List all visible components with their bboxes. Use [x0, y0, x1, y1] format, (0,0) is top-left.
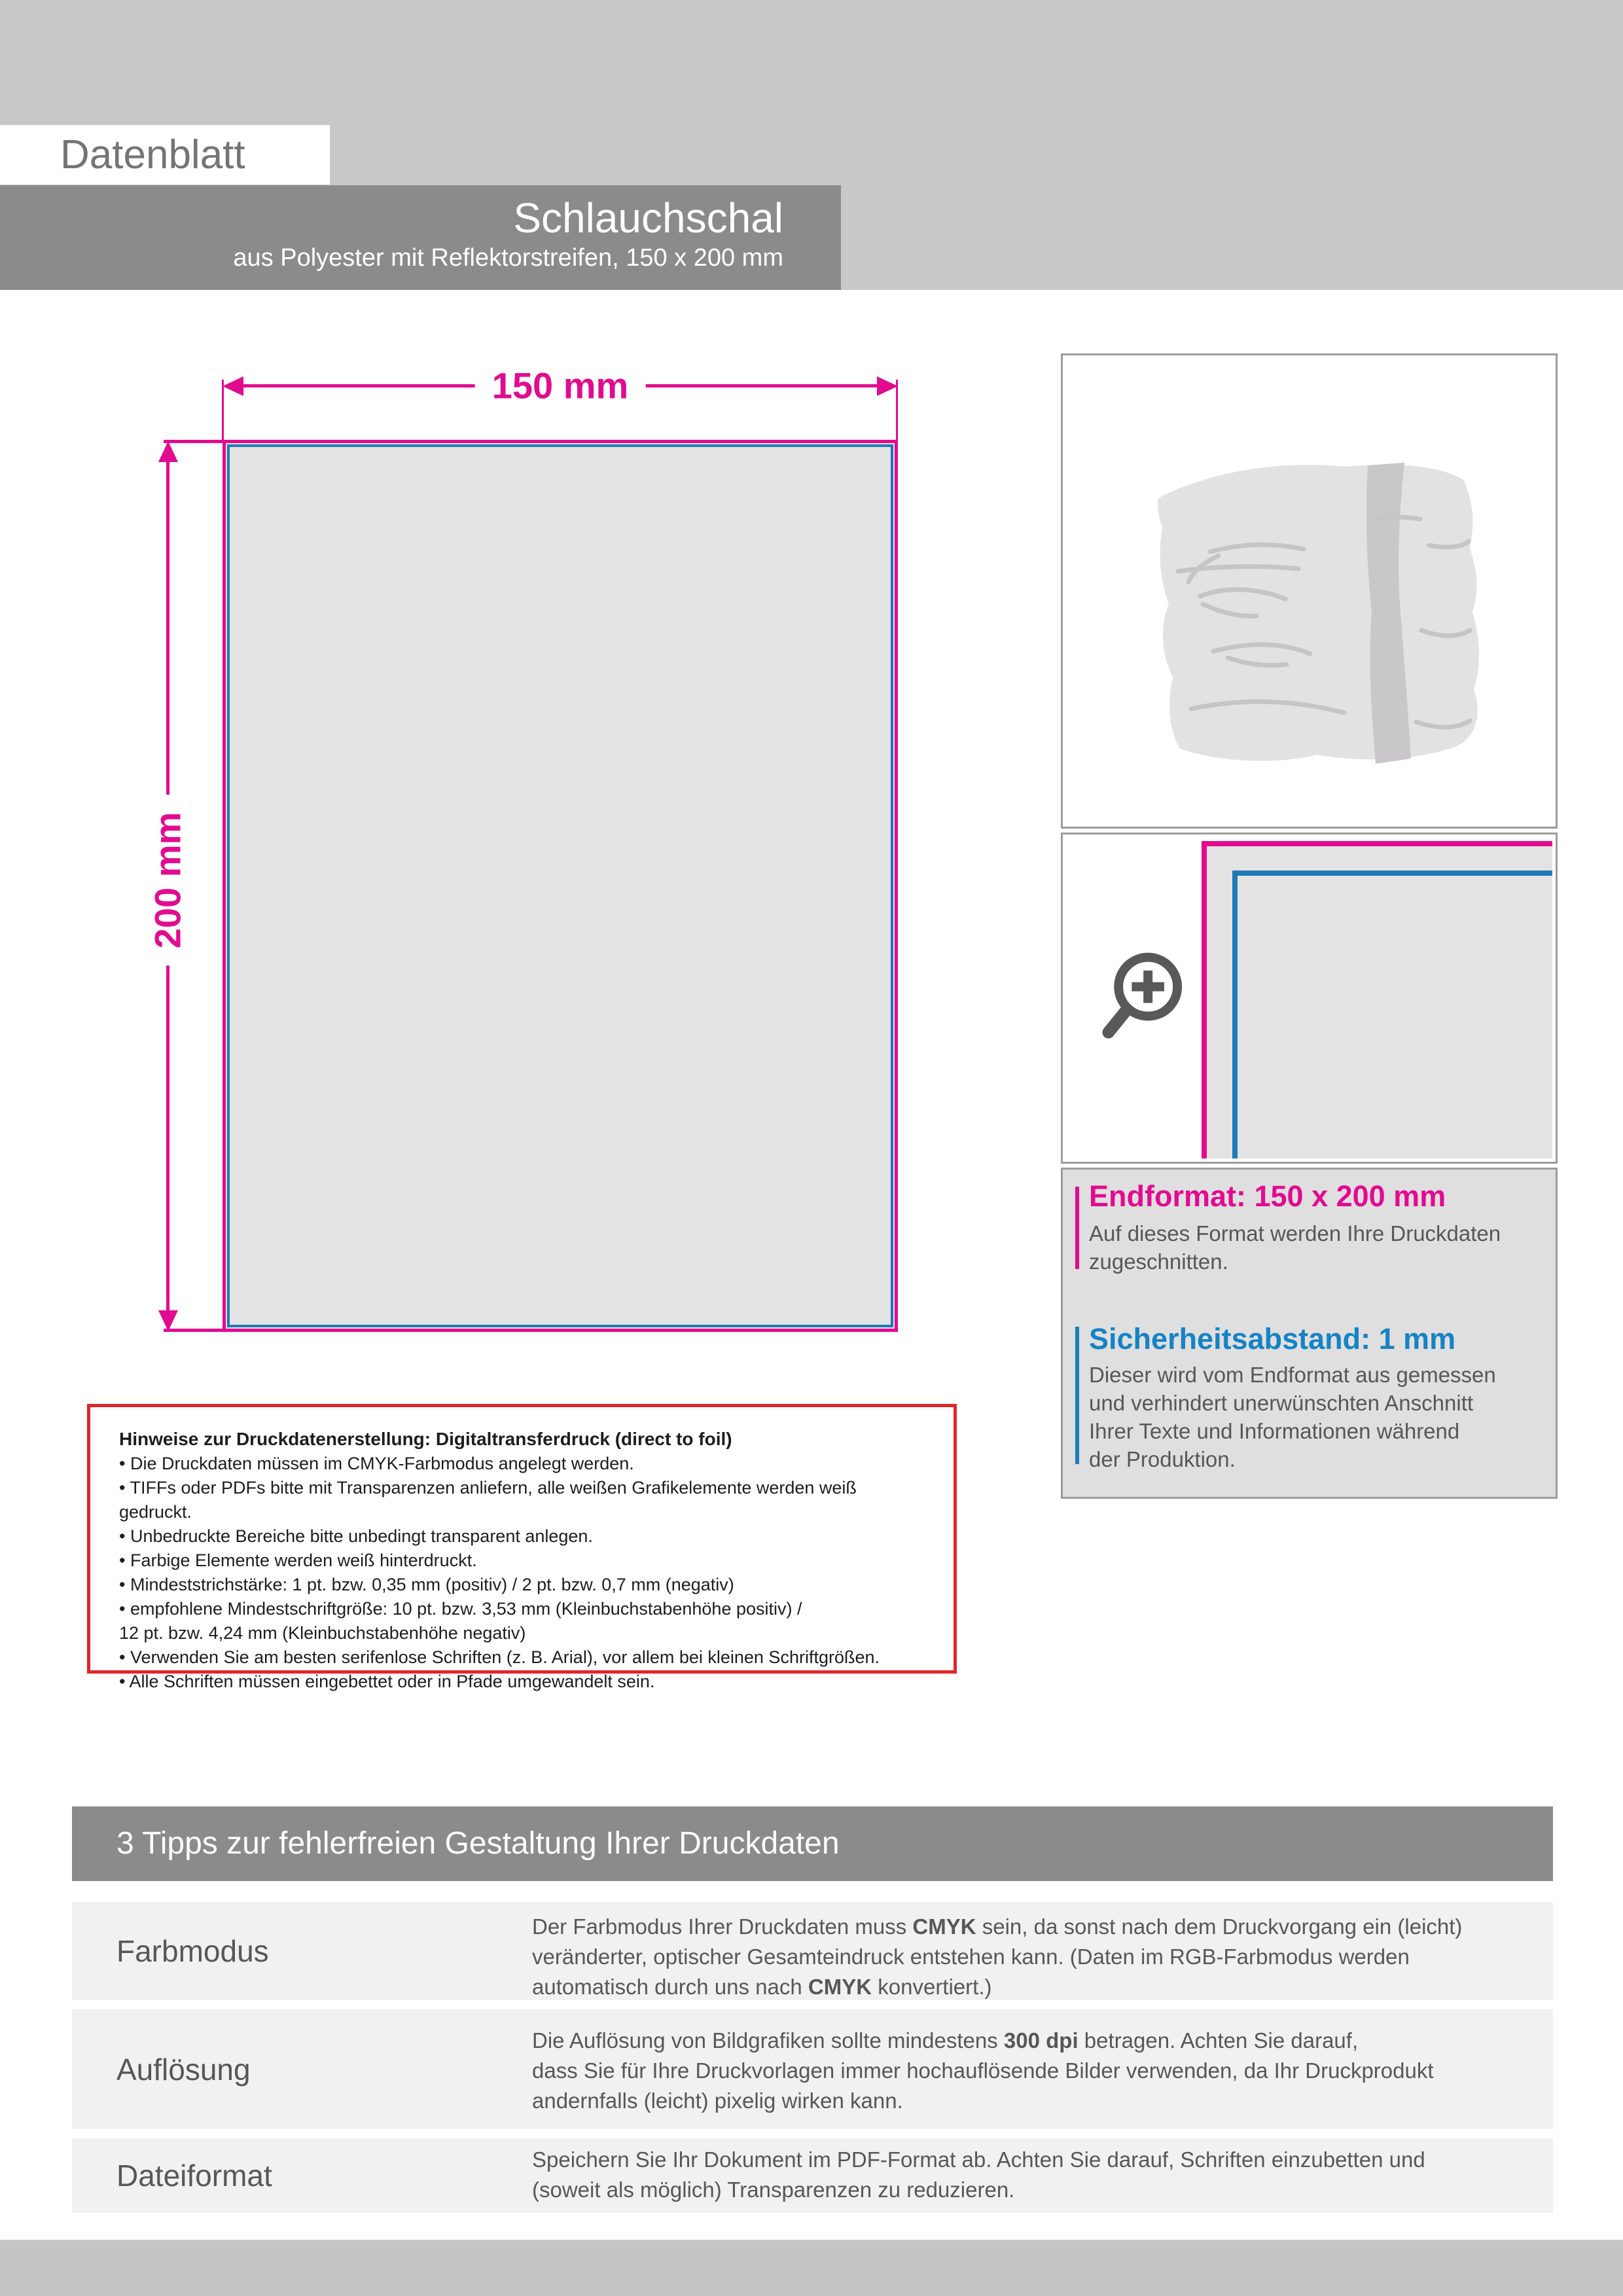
endformat-rectangle [223, 440, 898, 1332]
safety-line: der Produktion. [1089, 1447, 1236, 1471]
tip-text-line: (soweit als möglich) Transparenzen zu reduzieren. [532, 2178, 1015, 2202]
tip-text-line: dass Sie für Ihre Druckvorlagen immer hochauflösende Bilder verwenden, da Ihr Druckprodukt [532, 2058, 1434, 2083]
notes-line: • empfohlene Mindestschriftgröße: 10 pt. bzw. 3,53 mm (Kleinbuchstabenhöhe positiv) / [119, 1599, 802, 1619]
zoom-endformat-line-horizontal [1202, 841, 1552, 846]
width-dimension-label: 150 mm [475, 363, 646, 408]
zoom-endformat-line-vertical [1202, 841, 1207, 1158]
tip-text [532, 2026, 1434, 2116]
tip-row-farbmodus [72, 1902, 1553, 2000]
width-extension-left [222, 380, 224, 441]
print-data-notes-box [87, 1404, 957, 1691]
zoom-safety-line-horizontal [1232, 870, 1552, 876]
tip-label: Farbmodus [116, 1934, 269, 1968]
notes-line: • Die Druckdaten müssen im CMYK-Farbmodus angelegt werden. [119, 1454, 634, 1473]
height-arrowhead-top [158, 441, 178, 462]
tip-text-line: veränderter, optischer Gesamteindruck entstehen kann. (Daten im RGB-Farbmodus werden [532, 1945, 1410, 1969]
tip-label: Dateiformat [116, 2159, 272, 2193]
safety-line: Ihrer Texte und Informationen während [1089, 1419, 1460, 1443]
product-image-box [1061, 353, 1558, 829]
footer-background-band [0, 2240, 1623, 2296]
endformat-heading: Endformat: 150 x 200 mm [1089, 1179, 1446, 1213]
doc-type-label: Datenblatt [60, 132, 245, 177]
width-extension-right [896, 380, 898, 441]
product-title-banner [0, 185, 841, 290]
product-subtitle: aus Polyester mit Reflektorstreifen, 150 x 200 mm [233, 244, 783, 272]
height-extension-top [164, 440, 224, 443]
safety-line: Dieser wird vom Endformat aus gemessen [1089, 1363, 1496, 1387]
height-extension-bottom [164, 1329, 224, 1332]
doc-type-box [0, 125, 330, 185]
zoom-print-area-fill [1207, 846, 1552, 1158]
endformat-description [1089, 1219, 1501, 1276]
notes-line: • Unbedruckte Bereiche bitte unbedingt transparent anlegen. [119, 1526, 593, 1546]
tip-text-line: andernfalls (leicht) pixelig wirken kann. [532, 2089, 903, 2113]
notes-line: • Mindeststrichstärke: 1 pt. bzw. 0,35 mm (positiv) / 2 pt. bzw. 0,7 mm (negativ) [119, 1575, 734, 1594]
tip-row-dateiformat [72, 2138, 1553, 2213]
zoom-safety-line-vertical [1232, 870, 1238, 1158]
notes-line: • Farbige Elemente werden weiß hinterdruckt. [119, 1551, 477, 1570]
safety-heading: Sicherheitsabstand: 1 mm [1089, 1322, 1456, 1355]
endformat-line: zugeschnitten. [1089, 1249, 1228, 1274]
product-title: Schlauchschal [513, 194, 783, 242]
tip-label: Auflösung [116, 2052, 251, 2087]
corner-zoom-box [1061, 833, 1558, 1164]
tip-text-line: Der Farbmodus Ihrer Druckdaten muss CMYK sein, da sonst nach dem Druckvorgang ein (leicht) [532, 1914, 1463, 1939]
safety-line: und verhindert unerwünschten Anschnitt [1089, 1391, 1474, 1415]
notes-line: 12 pt. bzw. 4,24 mm (Kleinbuchstabenhöhe negativ) [119, 1623, 526, 1643]
width-arrowhead-left [223, 376, 243, 396]
notes-line: • Verwenden Sie am besten serifenlose Schriften (z. B. Arial), vor allem bei kleinen Schriftgrößen. [119, 1647, 880, 1667]
width-arrowhead-right [877, 376, 898, 396]
tip-row-aufloesung [72, 2009, 1553, 2129]
tip-text-line: Speichern Sie Ihr Dokument im PDF-Format ab. Achten Sie darauf, Schriften einzubetten und [532, 2147, 1425, 2172]
endformat-accent-bar [1075, 1187, 1079, 1269]
tip-text-line: Die Auflösung von Bildgrafiken sollte mindestens 300 dpi betragen. Achten Sie darauf, [532, 2028, 1359, 2053]
tip-text [532, 2145, 1425, 2205]
tip-text-line: automatisch durch uns nach CMYK konvertiert.) [532, 1975, 992, 1999]
safety-margin-rectangle [227, 444, 893, 1327]
format-info-box [1061, 1168, 1558, 1499]
magnifier-icon [1094, 942, 1196, 1047]
tips-banner: 3 Tipps zur fehlerfreien Gestaltung Ihrer Druckdaten [72, 1806, 1553, 1881]
safety-description [1089, 1361, 1496, 1473]
height-dimension-label: 200 mm [145, 795, 190, 966]
endformat-line: Auf dieses Format werden Ihre Druckdaten [1089, 1221, 1501, 1246]
tip-text [532, 1912, 1462, 2002]
tube-scarf-illustration [1063, 355, 1556, 827]
notes-line: • Alle Schriften müssen eingebettet oder in Pfade umgewandelt sein. [119, 1672, 655, 1691]
notes-title: Hinweise zur Druckdatenerstellung: Digitaltransferdruck (direct to foil) [119, 1429, 732, 1449]
safety-accent-bar [1075, 1327, 1079, 1464]
notes-line: • TIFFs oder PDFs bitte mit Transparenzen anliefern, alle weißen Grafikelemente werden weiß gedruckt. [119, 1478, 857, 1522]
